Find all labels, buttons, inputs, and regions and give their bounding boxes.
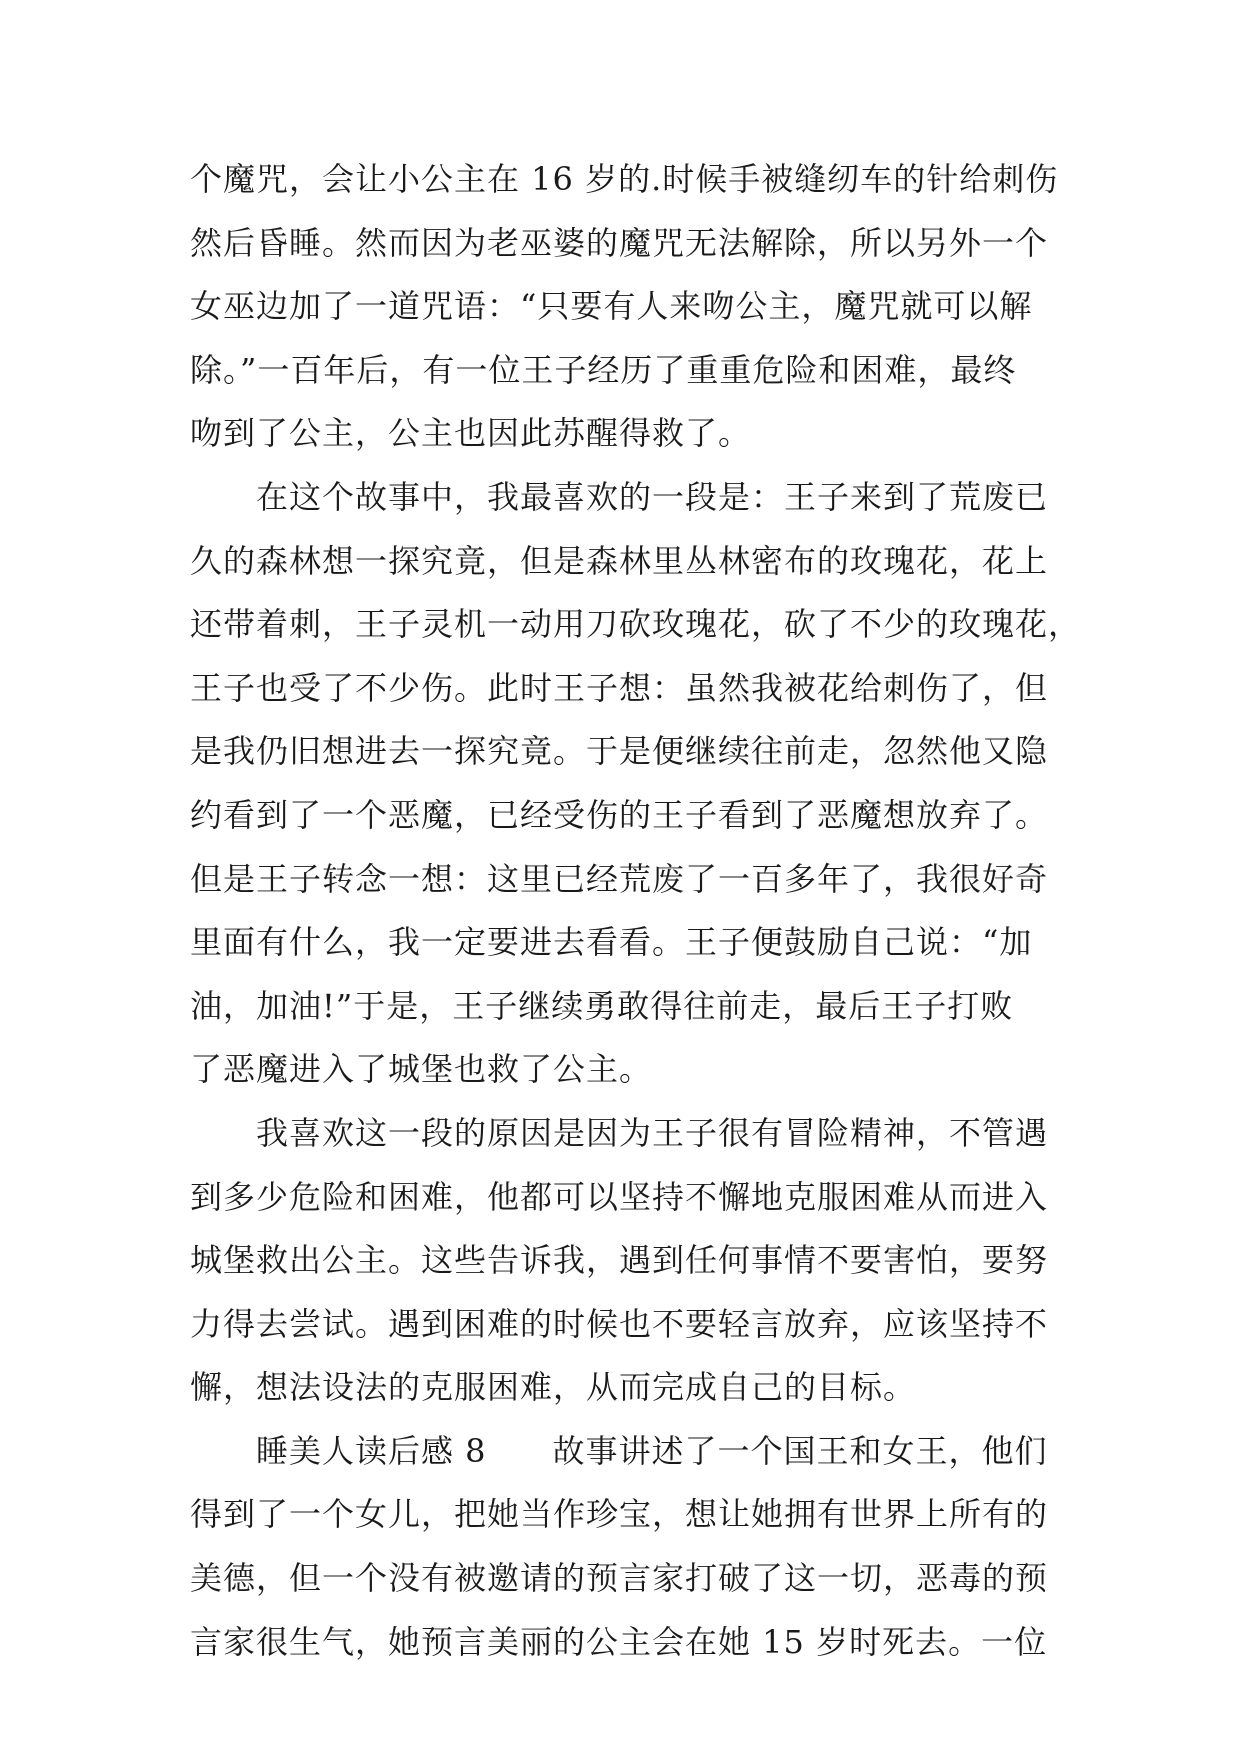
text-line: 王子也受了不少伤。此时王子想：虽然我被花给刺伤了，但	[190, 668, 1049, 707]
text-line: 吻到了公主，公主也因此苏醒得救了。	[190, 414, 752, 453]
text-line: 但是王子转念一想：这里已经荒废了一百多年了，我很好奇	[190, 859, 1049, 898]
text-line: 得到了一个女儿，把她当作珍宝，想让她拥有世界上所有的	[190, 1495, 1049, 1534]
text-line: 在这个故事中，我最喜欢的一段是：王子来到了荒废已	[256, 477, 1049, 516]
text-line: 到多少危险和困难，他都可以坚持不懈地克服困难从而进入	[190, 1177, 1049, 1216]
text-line: 力得去尝试。遇到困难的时候也不要轻言放弃，应该坚持不	[190, 1304, 1049, 1343]
text-line: 女巫边加了一道咒语：“只要有人来吻公主，魔咒就可以解	[190, 287, 1033, 326]
text-line: 约看到了一个恶魔，已经受伤的王子看到了恶魔想放弃了。	[190, 795, 1049, 834]
text-line: 还带着刺，王子灵机一动用刀砍玫瑰花，砍了不少的玫瑰花，	[190, 605, 1082, 644]
text-line: 然后昏睡。然而因为老巫婆的魔咒无法解除，所以另外一个	[190, 223, 1049, 262]
text-line: 我喜欢这一段的原因是因为王子很有冒险精神，不管遇	[256, 1113, 1049, 1152]
text-line: 是我仍旧想进去一探究竟。于是便继续往前走，忽然他又隐	[190, 732, 1049, 771]
text-line: 久的森林想一探究竟，但是森林里丛林密布的玫瑰花，花上	[190, 541, 1049, 580]
text-line: 城堡救出公主。这些告诉我，遇到任何事情不要害怕，要努	[190, 1241, 1049, 1280]
text-line: 言家很生气，她预言美丽的公主会在她 15 岁时死去。一位	[190, 1622, 1048, 1661]
text-line: 除。”一百年后，有一位王子经历了重重危险和困难，最终	[190, 350, 1017, 389]
text-line: 个魔咒，会让小公主在 16 岁的.时候手被缝纫车的针给刺伤	[190, 160, 1059, 198]
text-line: 了恶魔进入了城堡也救了公主。	[190, 1050, 653, 1089]
text-line: 美德，但一个没有被邀请的预言家打破了这一切，恶毒的预	[190, 1559, 1049, 1598]
document-body	[190, 148, 1082, 1674]
text-line: 油，加油!”于是，王子继续勇敢得往前走，最后王子打败	[190, 986, 1014, 1025]
text-line: 睡美人读后感 8 故事讲述了一个国王和女王，他们	[256, 1431, 1048, 1470]
text-line: 里面有什么，我一定要进去看看。王子便鼓励自己说：“加	[190, 923, 1033, 962]
text-line: 懈，想法设法的克服困难，从而完成自己的目标。	[190, 1368, 917, 1407]
